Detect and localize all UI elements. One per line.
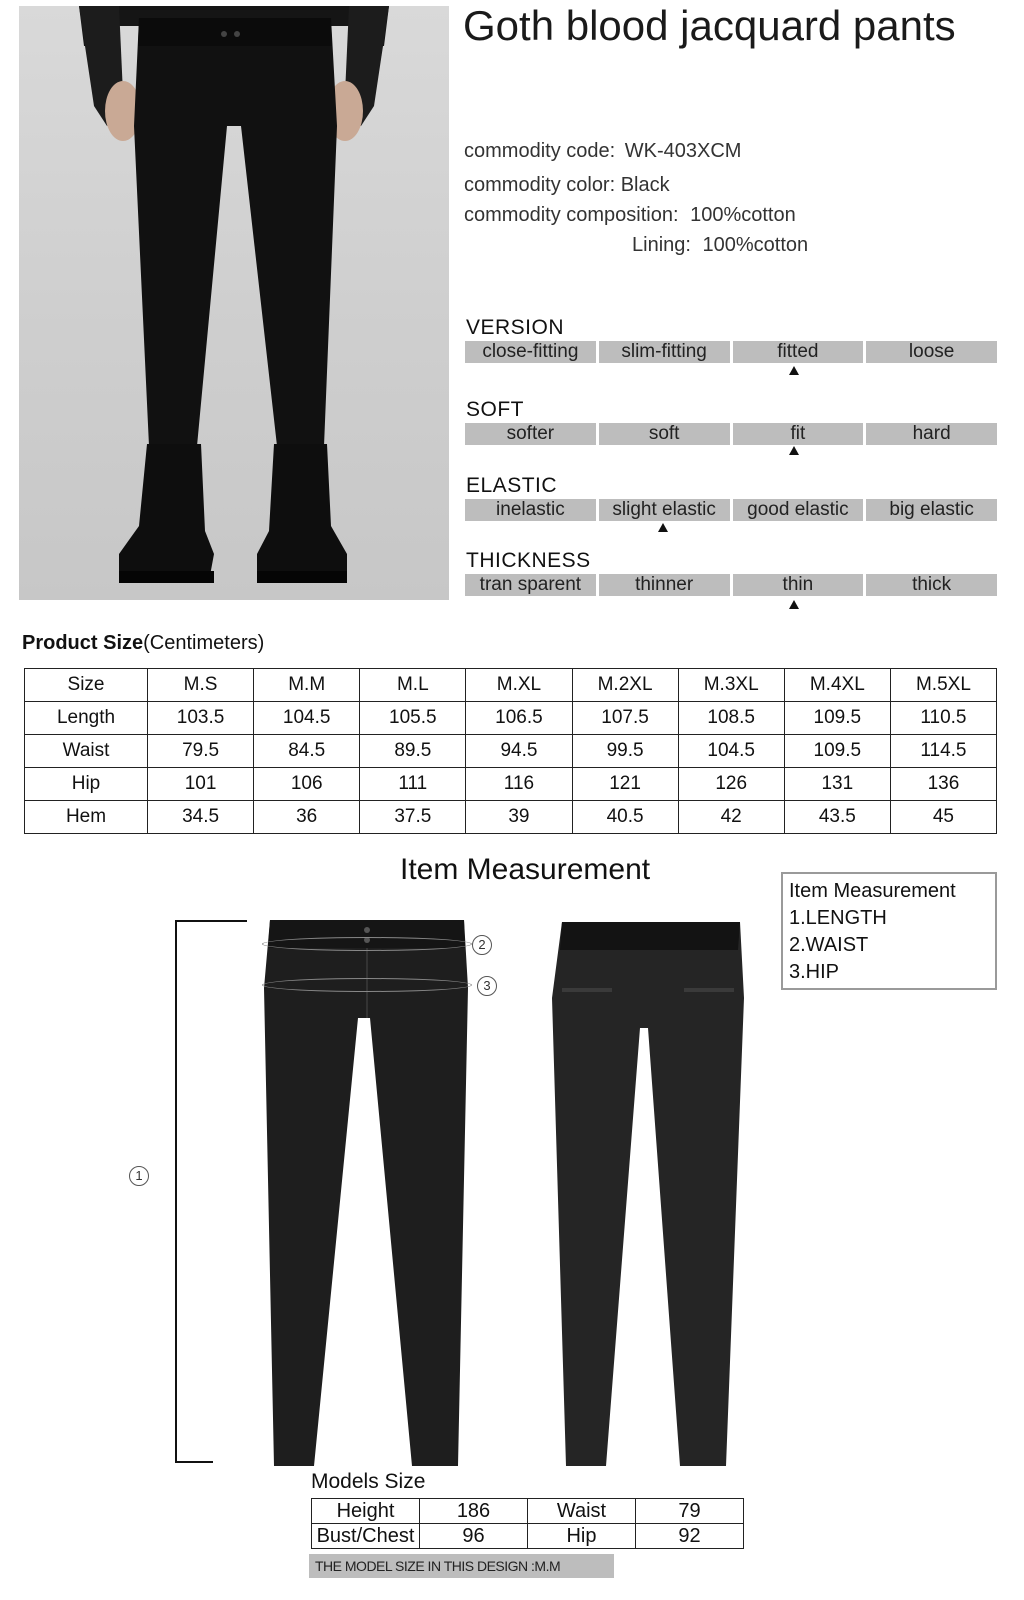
rating-bar-soft <box>465 423 997 445</box>
rating-option: loose <box>866 341 997 363</box>
table-cell: 94.5 <box>466 735 572 768</box>
table-cell: 110.5 <box>890 702 996 735</box>
rating-marker-elastic <box>658 523 668 532</box>
table-cell: 42 <box>678 801 784 834</box>
front-pants-image <box>262 918 472 1466</box>
table-cell: 34.5 <box>148 801 254 834</box>
table-header-cell: M.S <box>148 669 254 702</box>
table-cell: Height <box>312 1499 420 1524</box>
table-cell: 104.5 <box>254 702 360 735</box>
rating-option: softer <box>465 423 596 445</box>
table-cell: 136 <box>890 768 996 801</box>
table-cell: 104.5 <box>678 735 784 768</box>
table-cell: 106.5 <box>466 702 572 735</box>
rating-option: slim-fitting <box>599 341 730 363</box>
measurement-legend-title: Item Measurement <box>789 880 956 902</box>
rating-option: good elastic <box>733 499 864 521</box>
hip-marker: 3 <box>477 976 497 996</box>
spec-label: commodity composition: <box>464 204 679 226</box>
table-row <box>312 1499 744 1524</box>
table-row <box>25 768 997 801</box>
table-cell: Waist <box>528 1499 636 1524</box>
table-cell: 103.5 <box>148 702 254 735</box>
model-wearing-pants-image <box>19 6 449 600</box>
table-cell: 36 <box>254 801 360 834</box>
table-cell: 109.5 <box>784 735 890 768</box>
table-cell: 186 <box>420 1499 528 1524</box>
rating-label-version: VERSION <box>466 316 565 339</box>
spec-composition <box>464 204 796 227</box>
measurement-title: Item Measurement <box>400 853 651 886</box>
table-cell: 114.5 <box>890 735 996 768</box>
table-row <box>25 735 997 768</box>
table-header-cell: M.4XL <box>784 669 890 702</box>
rating-label-thickness: THICKNESS <box>466 549 591 572</box>
models-size-table <box>311 1498 744 1549</box>
rating-option: thin <box>733 574 864 596</box>
back-pants-image <box>548 918 748 1466</box>
spec-label: commodity color: <box>464 174 616 196</box>
hip-ellipse <box>262 978 472 992</box>
table-cell: 111 <box>360 768 466 801</box>
table-cell: 108.5 <box>678 702 784 735</box>
table-cell: 105.5 <box>360 702 466 735</box>
table-cell: 126 <box>678 768 784 801</box>
measurement-legend-item: 2.WAIST <box>789 934 869 956</box>
model-size-note: THE MODEL SIZE IN THIS DESIGN :M.M <box>309 1554 614 1578</box>
spec-value: 100%cotton <box>702 234 809 256</box>
spec-code <box>464 140 741 163</box>
table-cell: 101 <box>148 768 254 801</box>
spec-value: Black <box>620 174 670 196</box>
length-bracket <box>175 920 247 1463</box>
size-table-heading <box>22 632 264 655</box>
table-row <box>25 702 997 735</box>
length-marker: 1 <box>129 1166 149 1186</box>
rating-option: big elastic <box>866 499 997 521</box>
measurement-legend-item: 3.HIP <box>789 961 840 983</box>
table-cell: Bust/Chest <box>312 1524 420 1549</box>
spec-color <box>464 174 670 197</box>
models-size-title: Models Size <box>311 1470 426 1493</box>
table-cell: 45 <box>890 801 996 834</box>
table-cell: 106 <box>254 768 360 801</box>
spec-label: Lining: <box>632 234 691 256</box>
table-header-cell: M.3XL <box>678 669 784 702</box>
rating-marker-soft <box>789 446 799 455</box>
table-cell: Hip <box>528 1524 636 1549</box>
table-cell: 84.5 <box>254 735 360 768</box>
table-row-label: Length <box>25 702 148 735</box>
measurement-legend-item: 1.LENGTH <box>789 907 887 929</box>
waist-ellipse <box>262 937 472 951</box>
rating-option: inelastic <box>465 499 596 521</box>
rating-bar-thickness <box>465 574 997 596</box>
table-cell: 37.5 <box>360 801 466 834</box>
rating-label-elastic: ELASTIC <box>466 474 558 497</box>
rating-option: thinner <box>599 574 730 596</box>
rating-bar-elastic <box>465 499 997 521</box>
rating-marker-version <box>789 366 799 375</box>
table-cell: 109.5 <box>784 702 890 735</box>
table-header-cell: M.2XL <box>572 669 678 702</box>
table-row <box>25 801 997 834</box>
table-cell: 99.5 <box>572 735 678 768</box>
rating-option: slight elastic <box>599 499 730 521</box>
spec-value: WK-403XCM <box>624 140 742 162</box>
table-row-label: Waist <box>25 735 148 768</box>
rating-marker-thickness <box>789 600 799 609</box>
spec-label: commodity code: <box>464 140 616 162</box>
spec-value: 100%cotton <box>690 204 796 226</box>
table-header-row <box>25 669 997 702</box>
table-row <box>312 1524 744 1549</box>
table-cell: 92 <box>636 1524 744 1549</box>
table-cell: 79.5 <box>148 735 254 768</box>
table-cell: 121 <box>572 768 678 801</box>
table-row-label: Hip <box>25 768 148 801</box>
rating-option: thick <box>866 574 997 596</box>
rating-label-soft: SOFT <box>466 398 524 421</box>
size-table <box>24 668 997 834</box>
table-cell: 40.5 <box>572 801 678 834</box>
measurement-legend-box <box>781 872 997 990</box>
table-header-cell: M.M <box>254 669 360 702</box>
table-cell: 89.5 <box>360 735 466 768</box>
table-cell: 39 <box>466 801 572 834</box>
waist-marker: 2 <box>472 935 492 955</box>
spec-lining <box>632 234 808 257</box>
product-title: Goth blood jacquard pants <box>463 2 956 49</box>
table-header-cell: M.XL <box>466 669 572 702</box>
table-cell: 43.5 <box>784 801 890 834</box>
rating-option: fit <box>733 423 864 445</box>
size-heading-bold: Product Size <box>22 632 144 654</box>
product-photo <box>19 6 449 600</box>
table-cell: 116 <box>466 768 572 801</box>
table-header-cell: M.5XL <box>890 669 996 702</box>
size-heading-unit: (Centimeters) <box>143 632 265 654</box>
table-header-cell: M.L <box>360 669 466 702</box>
table-row-label: Hem <box>25 801 148 834</box>
rating-bar-version <box>465 341 997 363</box>
rating-option: soft <box>599 423 730 445</box>
rating-option: close-fitting <box>465 341 596 363</box>
table-cell: 131 <box>784 768 890 801</box>
rating-option: fitted <box>733 341 864 363</box>
rating-option: hard <box>866 423 997 445</box>
rating-option: tran sparent <box>465 574 596 596</box>
table-cell: 107.5 <box>572 702 678 735</box>
table-cell: 96 <box>420 1524 528 1549</box>
table-header-cell: Size <box>25 669 148 702</box>
table-cell: 79 <box>636 1499 744 1524</box>
